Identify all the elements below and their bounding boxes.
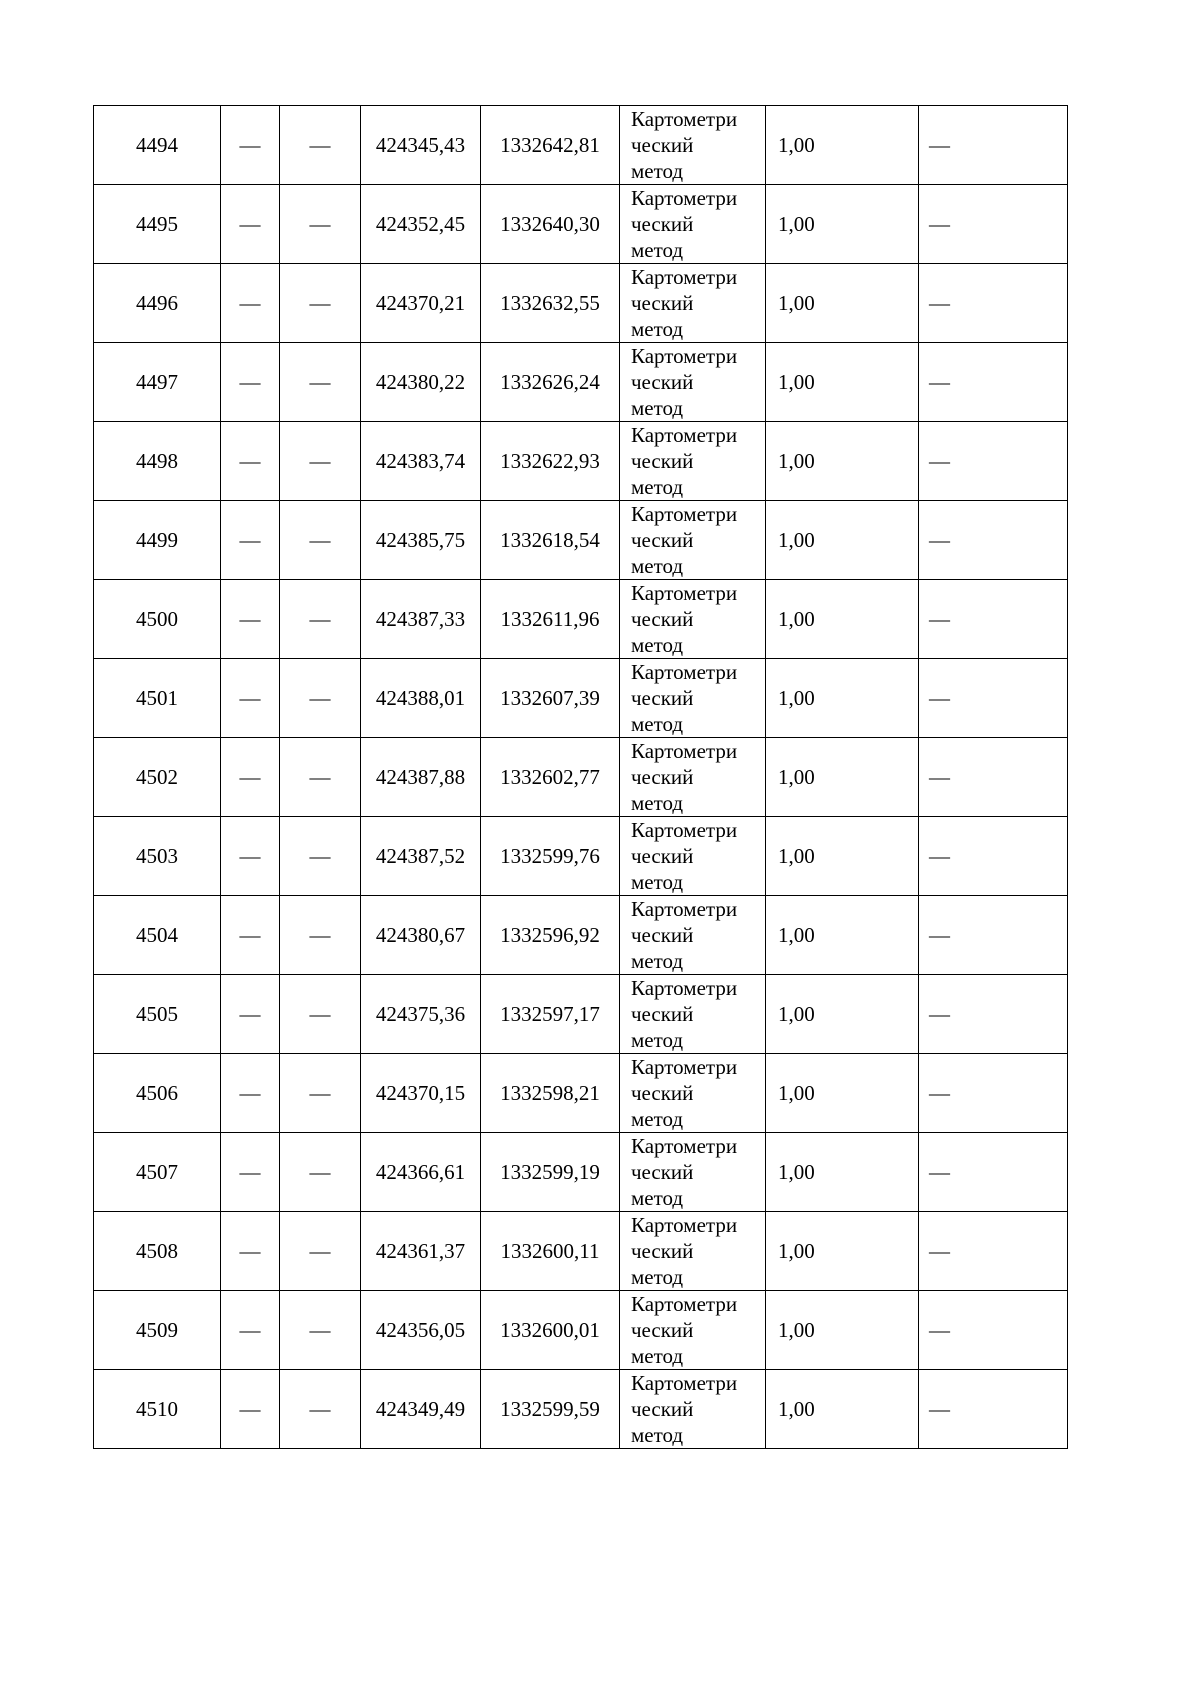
method-line: Картометри [631, 660, 738, 684]
old-y-cell: — [280, 817, 361, 896]
old-y-cell: — [280, 185, 361, 264]
old-y-cell: — [280, 501, 361, 580]
table-row [94, 738, 1068, 817]
method-line: метод [631, 238, 684, 262]
method-line: Картометри [631, 1213, 738, 1237]
method-cell [620, 1054, 766, 1133]
method-line: Картометри [631, 423, 738, 447]
method-line: ческий [631, 528, 694, 552]
method-line: ческий [631, 370, 694, 394]
description-cell: — [919, 580, 1068, 659]
x-coordinate-cell: 424380,22 [361, 343, 481, 422]
point-number-cell: 4496 [94, 264, 221, 343]
method-line: метод [631, 791, 684, 815]
x-coordinate-cell: 424361,37 [361, 1212, 481, 1291]
y-coordinate-cell: 1332599,19 [481, 1133, 620, 1212]
accuracy-cell: 1,00 [766, 264, 919, 343]
description-cell: — [919, 185, 1068, 264]
method-cell [620, 1370, 766, 1449]
point-number-cell: 4508 [94, 1212, 221, 1291]
method-line: ческий [631, 1397, 694, 1421]
old-y-cell: — [280, 1133, 361, 1212]
old-x-cell: — [221, 659, 280, 738]
description-cell: — [919, 738, 1068, 817]
point-number-cell: 4495 [94, 185, 221, 264]
x-coordinate-cell: 424356,05 [361, 1291, 481, 1370]
point-number-cell: 4498 [94, 422, 221, 501]
y-coordinate-cell: 1332598,21 [481, 1054, 620, 1133]
method-cell [620, 896, 766, 975]
method-line: ческий [631, 923, 694, 947]
description-cell: — [919, 1054, 1068, 1133]
accuracy-cell: 1,00 [766, 1370, 919, 1449]
old-y-cell: — [280, 659, 361, 738]
y-coordinate-cell: 1332607,39 [481, 659, 620, 738]
description-cell: — [919, 1133, 1068, 1212]
old-y-cell: — [280, 1212, 361, 1291]
y-coordinate-cell: 1332600,11 [481, 1212, 620, 1291]
method-line: Картометри [631, 581, 738, 605]
x-coordinate-cell: 424349,49 [361, 1370, 481, 1449]
accuracy-cell: 1,00 [766, 1212, 919, 1291]
description-cell: — [919, 106, 1068, 185]
old-x-cell: — [221, 1291, 280, 1370]
accuracy-cell: 1,00 [766, 1291, 919, 1370]
method-cell [620, 1133, 766, 1212]
table-row [94, 659, 1068, 738]
method-line: ческий [631, 1239, 694, 1263]
method-line: ческий [631, 1160, 694, 1184]
method-line: метод [631, 396, 684, 420]
y-coordinate-cell: 1332602,77 [481, 738, 620, 817]
method-cell [620, 343, 766, 422]
old-y-cell: — [280, 106, 361, 185]
description-cell: — [919, 975, 1068, 1054]
old-x-cell: — [221, 896, 280, 975]
table-row [94, 896, 1068, 975]
method-line: Картометри [631, 265, 738, 289]
old-x-cell: — [221, 1133, 280, 1212]
method-line: ческий [631, 212, 694, 236]
method-line: метод [631, 712, 684, 736]
method-cell [620, 1291, 766, 1370]
old-y-cell: — [280, 975, 361, 1054]
accuracy-cell: 1,00 [766, 185, 919, 264]
old-y-cell: — [280, 896, 361, 975]
table-row [94, 264, 1068, 343]
accuracy-cell: 1,00 [766, 422, 919, 501]
method-line: Картометри [631, 107, 738, 131]
point-number-cell: 4510 [94, 1370, 221, 1449]
description-cell: — [919, 422, 1068, 501]
old-x-cell: — [221, 343, 280, 422]
y-coordinate-cell: 1332611,96 [481, 580, 620, 659]
old-y-cell: — [280, 422, 361, 501]
y-coordinate-cell: 1332622,93 [481, 422, 620, 501]
x-coordinate-cell: 424387,52 [361, 817, 481, 896]
old-y-cell: — [280, 264, 361, 343]
method-line: Картометри [631, 344, 738, 368]
x-coordinate-cell: 424352,45 [361, 185, 481, 264]
y-coordinate-cell: 1332600,01 [481, 1291, 620, 1370]
x-coordinate-cell: 424387,88 [361, 738, 481, 817]
old-x-cell: — [221, 1212, 280, 1291]
point-number-cell: 4499 [94, 501, 221, 580]
old-x-cell: — [221, 1054, 280, 1133]
method-line: Картометри [631, 818, 738, 842]
old-x-cell: — [221, 422, 280, 501]
x-coordinate-cell: 424366,61 [361, 1133, 481, 1212]
accuracy-cell: 1,00 [766, 501, 919, 580]
method-line: ческий [631, 686, 694, 710]
x-coordinate-cell: 424345,43 [361, 106, 481, 185]
method-line: метод [631, 1028, 684, 1052]
point-number-cell: 4501 [94, 659, 221, 738]
method-cell [620, 1212, 766, 1291]
x-coordinate-cell: 424385,75 [361, 501, 481, 580]
old-x-cell: — [221, 501, 280, 580]
old-y-cell: — [280, 343, 361, 422]
y-coordinate-cell: 1332626,24 [481, 343, 620, 422]
method-line: метод [631, 1423, 684, 1447]
table-row [94, 1291, 1068, 1370]
table-row [94, 1370, 1068, 1449]
method-line: Картометри [631, 739, 738, 763]
method-cell [620, 264, 766, 343]
accuracy-cell: 1,00 [766, 106, 919, 185]
method-line: Картометри [631, 186, 738, 210]
x-coordinate-cell: 424383,74 [361, 422, 481, 501]
accuracy-cell: 1,00 [766, 817, 919, 896]
method-line: Картометри [631, 1134, 738, 1158]
table-row [94, 1054, 1068, 1133]
method-line: Картометри [631, 1371, 738, 1395]
description-cell: — [919, 817, 1068, 896]
method-line: метод [631, 1344, 684, 1368]
x-coordinate-cell: 424375,36 [361, 975, 481, 1054]
y-coordinate-cell: 1332599,76 [481, 817, 620, 896]
point-number-cell: 4500 [94, 580, 221, 659]
method-line: ческий [631, 1002, 694, 1026]
method-cell [620, 817, 766, 896]
method-line: метод [631, 1186, 684, 1210]
method-line: ческий [631, 1318, 694, 1342]
point-number-cell: 4497 [94, 343, 221, 422]
y-coordinate-cell: 1332596,92 [481, 896, 620, 975]
point-number-cell: 4506 [94, 1054, 221, 1133]
x-coordinate-cell: 424380,67 [361, 896, 481, 975]
old-x-cell: — [221, 106, 280, 185]
accuracy-cell: 1,00 [766, 1133, 919, 1212]
method-cell [620, 501, 766, 580]
method-cell [620, 580, 766, 659]
old-x-cell: — [221, 264, 280, 343]
description-cell: — [919, 264, 1068, 343]
table-row [94, 580, 1068, 659]
method-line: ческий [631, 449, 694, 473]
table-row [94, 185, 1068, 264]
description-cell: — [919, 659, 1068, 738]
method-line: метод [631, 475, 684, 499]
accuracy-cell: 1,00 [766, 975, 919, 1054]
description-cell: — [919, 896, 1068, 975]
method-line: ческий [631, 291, 694, 315]
old-y-cell: — [280, 1054, 361, 1133]
accuracy-cell: 1,00 [766, 659, 919, 738]
method-line: метод [631, 633, 684, 657]
point-number-cell: 4494 [94, 106, 221, 185]
old-x-cell: — [221, 817, 280, 896]
old-y-cell: — [280, 580, 361, 659]
method-line: ческий [631, 844, 694, 868]
accuracy-cell: 1,00 [766, 343, 919, 422]
point-number-cell: 4509 [94, 1291, 221, 1370]
method-line: ческий [631, 1081, 694, 1105]
old-x-cell: — [221, 185, 280, 264]
y-coordinate-cell: 1332618,54 [481, 501, 620, 580]
x-coordinate-cell: 424370,21 [361, 264, 481, 343]
method-line: метод [631, 949, 684, 973]
old-y-cell: — [280, 738, 361, 817]
y-coordinate-cell: 1332599,59 [481, 1370, 620, 1449]
x-coordinate-cell: 424370,15 [361, 1054, 481, 1133]
table-row [94, 106, 1068, 185]
table-row [94, 817, 1068, 896]
old-x-cell: — [221, 580, 280, 659]
table-row [94, 343, 1068, 422]
accuracy-cell: 1,00 [766, 1054, 919, 1133]
description-cell: — [919, 501, 1068, 580]
table-row [94, 975, 1068, 1054]
old-x-cell: — [221, 975, 280, 1054]
method-cell [620, 106, 766, 185]
method-line: ческий [631, 607, 694, 631]
table-row [94, 1212, 1068, 1291]
method-cell [620, 422, 766, 501]
method-line: ческий [631, 765, 694, 789]
point-number-cell: 4505 [94, 975, 221, 1054]
method-line: метод [631, 159, 684, 183]
x-coordinate-cell: 424388,01 [361, 659, 481, 738]
accuracy-cell: 1,00 [766, 738, 919, 817]
description-cell: — [919, 1370, 1068, 1449]
old-y-cell: — [280, 1370, 361, 1449]
description-cell: — [919, 1212, 1068, 1291]
description-cell: — [919, 343, 1068, 422]
method-line: Картометри [631, 897, 738, 921]
point-number-cell: 4503 [94, 817, 221, 896]
coordinates-table [93, 105, 1068, 1449]
old-x-cell: — [221, 738, 280, 817]
y-coordinate-cell: 1332597,17 [481, 975, 620, 1054]
method-cell [620, 185, 766, 264]
method-line: Картометри [631, 1292, 738, 1316]
description-cell: — [919, 1291, 1068, 1370]
method-cell [620, 738, 766, 817]
method-cell [620, 659, 766, 738]
table-body [94, 106, 1068, 1449]
method-line: Картометри [631, 976, 738, 1000]
accuracy-cell: 1,00 [766, 580, 919, 659]
table-row [94, 501, 1068, 580]
table-row [94, 1133, 1068, 1212]
old-y-cell: — [280, 1291, 361, 1370]
method-line: ческий [631, 133, 694, 157]
method-line: метод [631, 1107, 684, 1131]
table-row [94, 422, 1068, 501]
y-coordinate-cell: 1332640,30 [481, 185, 620, 264]
old-x-cell: — [221, 1370, 280, 1449]
y-coordinate-cell: 1332632,55 [481, 264, 620, 343]
method-line: Картометри [631, 1055, 738, 1079]
accuracy-cell: 1,00 [766, 896, 919, 975]
method-line: Картометри [631, 502, 738, 526]
method-line: метод [631, 554, 684, 578]
point-number-cell: 4502 [94, 738, 221, 817]
method-line: метод [631, 317, 684, 341]
point-number-cell: 4504 [94, 896, 221, 975]
x-coordinate-cell: 424387,33 [361, 580, 481, 659]
method-cell [620, 975, 766, 1054]
y-coordinate-cell: 1332642,81 [481, 106, 620, 185]
method-line: метод [631, 1265, 684, 1289]
point-number-cell: 4507 [94, 1133, 221, 1212]
method-line: метод [631, 870, 684, 894]
